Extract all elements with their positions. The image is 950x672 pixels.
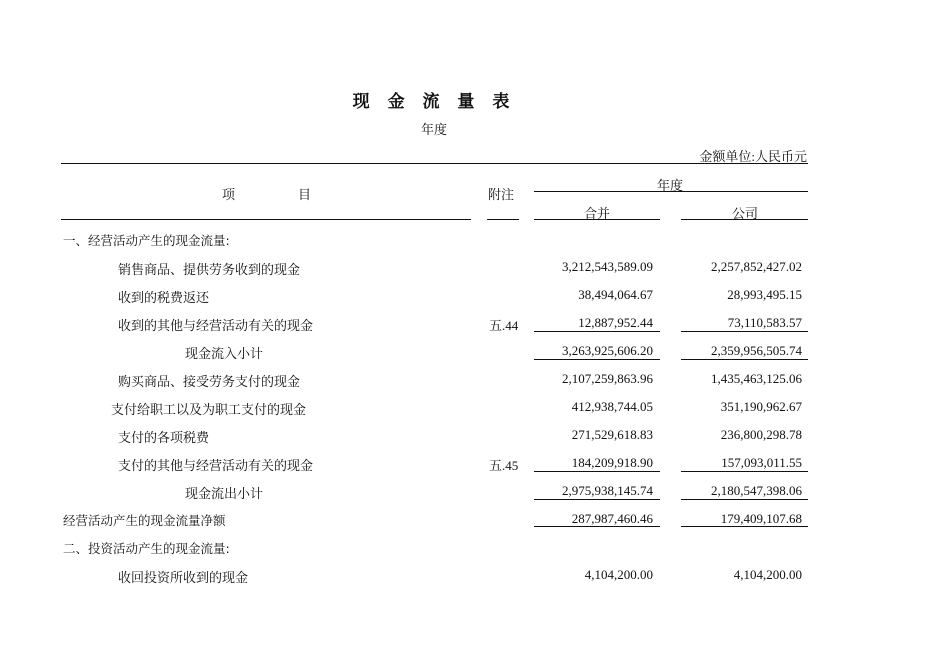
subtotal-rule-company [681,331,808,332]
subtotal-rule-consolidated [534,331,660,332]
net-rule-company [681,526,808,527]
row-note: 五.44 [489,318,519,333]
row-label: 现金流出小计 [185,486,264,501]
header-bottom-rule-consolidated [534,219,660,220]
row-label: 支付的各项税费 [118,430,210,445]
row-company: 73,110,583.57 [727,315,802,330]
row-consolidated: 12,887,952.44 [578,315,653,330]
row-label: 一、经营活动产生的现金流量: [63,233,230,248]
row-company: 2,180,547,398.06 [711,483,802,498]
row-label: 销售商品、提供劳务收到的现金 [118,262,301,277]
row-consolidated: 287,987,460.46 [571,511,653,526]
header-bottom-rule-item [61,219,471,220]
report-period: 年度 [420,122,447,137]
header-period: 年度 [657,178,684,193]
row-consolidated: 3,212,543,589.09 [562,259,653,274]
row-company: 236,800,298.78 [720,427,802,442]
total-rule-consolidated [534,359,660,360]
total-rule-company [681,359,808,360]
row-company: 4,104,200.00 [733,567,802,582]
net-rule-consolidated [534,526,660,527]
total-rule-consolidated [534,499,660,500]
row-company: 2,257,852,427.02 [711,259,802,274]
row-consolidated: 3,263,925,606.20 [562,343,653,358]
header-period-rule [534,191,808,192]
row-label: 二、投资活动产生的现金流量: [63,541,230,556]
row-company: 179,409,107.68 [720,511,802,526]
row-company: 2,359,956,505.74 [711,343,802,358]
header-bottom-rule-company [681,219,808,220]
row-consolidated: 2,975,938,145.74 [562,483,653,498]
row-consolidated: 4,104,200.00 [584,567,653,582]
row-label: 支付的其他与经营活动有关的现金 [118,458,314,473]
row-consolidated: 184,209,918.90 [571,455,653,470]
row-company: 351,190,962.67 [720,399,802,414]
subtotal-rule-company [681,471,808,472]
total-rule-company [681,499,808,500]
row-label: 经营活动产生的现金流量净额 [63,513,226,528]
row-consolidated: 412,938,744.05 [571,399,653,414]
header-consolidated: 合并 [584,206,611,221]
header-item: 项 [222,187,236,202]
row-consolidated: 271,529,618.83 [571,427,653,442]
row-label: 现金流入小计 [185,346,264,361]
row-company: 1,435,463,125.06 [711,371,802,386]
row-label: 收到的其他与经营活动有关的现金 [118,318,314,333]
row-label: 收到的税费返还 [118,290,210,305]
row-company: 28,993,495.15 [727,287,802,302]
row-company: 157,093,011.55 [721,455,802,470]
currency-unit: 金额单位:人民币元 [699,149,807,164]
row-label: 支付给职工以及为职工支付的现金 [111,402,307,417]
row-label: 收回投资所收到的现金 [118,570,249,585]
header-item-2: 目 [298,187,312,202]
header-bottom-rule-note [487,219,519,220]
subtotal-rule-consolidated [534,471,660,472]
row-consolidated: 38,494,064.67 [578,287,653,302]
report-title: 现 金 流 量 表 [352,92,516,112]
row-label: 购买商品、接受劳务支付的现金 [118,374,301,389]
table-top-rule [61,163,808,164]
header-company: 公司 [732,206,759,221]
header-note: 附注 [488,187,515,202]
row-note: 五.45 [489,458,519,473]
row-consolidated: 2,107,259,863.96 [562,371,653,386]
